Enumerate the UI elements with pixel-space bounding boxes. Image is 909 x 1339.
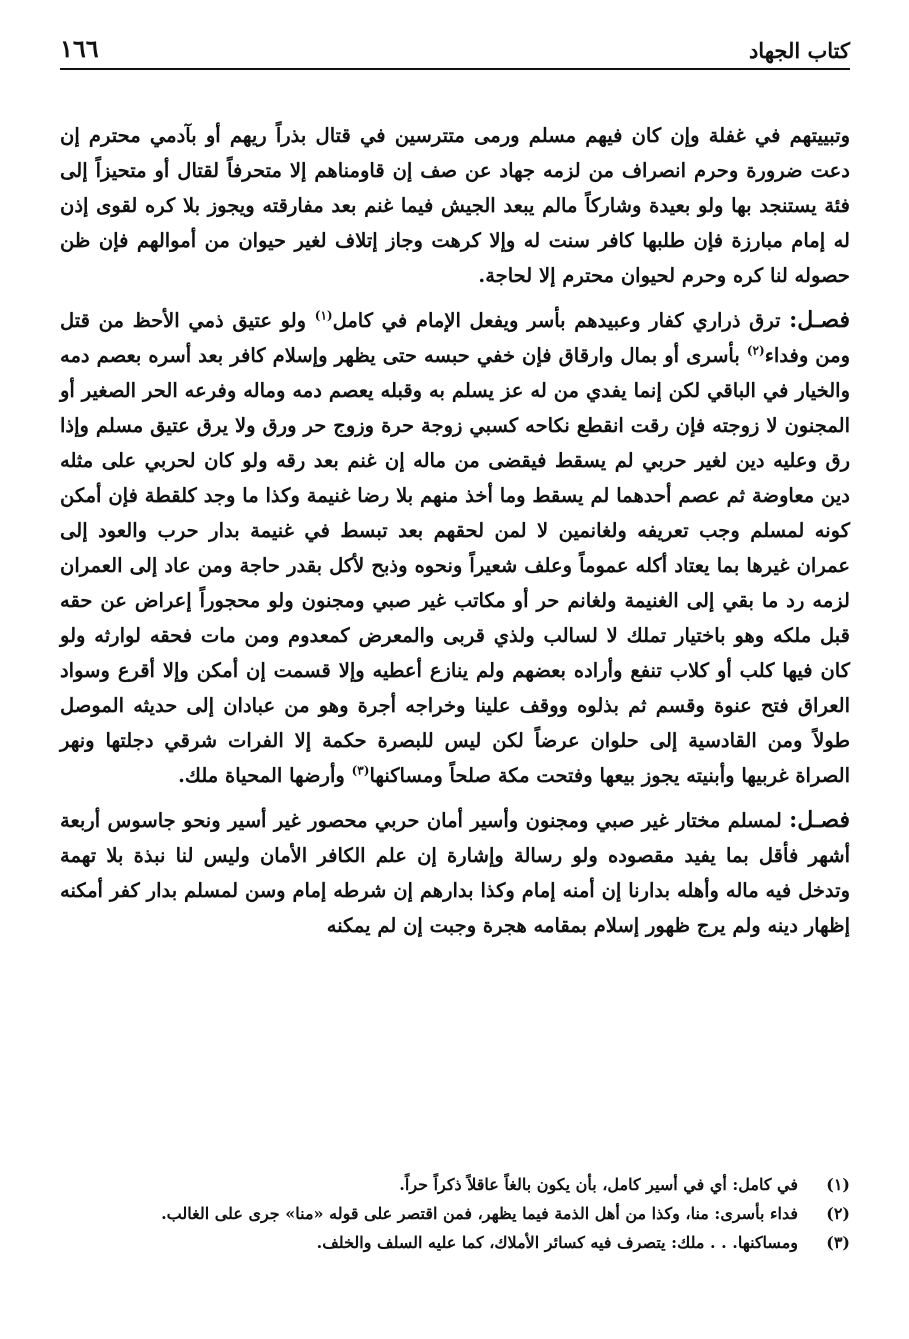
paragraph-text: وأرضها المحياة ملك. — [178, 764, 352, 787]
paragraph-1: وتبييتهم في غفلة وإن كان فيهم مسلم ورمى متترسين في قتال بذراً ريهم أو بآدمي محترم إن دعت ضرورة وحرم انصراف من لزمه جهاد عن صف إن قاومناهم إلا متحرفاً لقتال أو متحيزاً إلى فئة يستنجد بها ولو بعيدة وشاركاً مالم يبعد الجيش فيما غنم بعد مفارقته ويجوز بلا كره لقوى إذن له إمام مبارزة فإن طلبها كافر سنت له وإلا كرهت وجاز إتلاف لغير حيوان من أموالهم فإن ظن حصوله لنا كره وحرم لحيوان محترم إلا لحاجة. — [60, 124, 850, 287]
section-label: فصـل: — [789, 807, 850, 833]
paragraph-text: لمسلم مختار غير صبي ومجنون وأسير أمان حربي محصور غير أسير ونحو جاسوس أربعة أشهر فأقل بما يفيد مقصوده ولو رسالة وإشارة إن علم الكافر الأمان وليس لنا نبذة بلا تهمة وتدخل فيه ماله وأهله بدارنا إن أمنه إمام وكذا بدارهم إن شرطه إمام وسن لمسلم بدار كفر أمكنه إظهار دينه ولم يرج ظهور إسلام بمقامه هجرة وجبت إن لم يمكنه — [60, 809, 850, 937]
footnote-ref-2[interactable]: (٢) — [746, 343, 765, 358]
footnote-3 — [60, 1228, 850, 1257]
footnote-text: في كامل: أي في أسير كامل، بأن يكون بالغاً عاقلاً ذكراً حراً. — [399, 1175, 798, 1194]
footnote-ref-3[interactable]: (٣) — [351, 763, 370, 778]
footnote-text: ومساكنها. . . ملك: يتصرف فيه كسائر الأملاك، كما عليه السلف والخلف. — [316, 1233, 798, 1252]
book-page — [60, 28, 850, 1318]
footnote-1 — [60, 1170, 850, 1199]
main-text — [60, 118, 850, 943]
footnote-text: فداء بأسرى: منا، وكذا من أهل الذمة فيما يظهر، فمن اقتصر على قوله «منا» جرى على الغالب. — [161, 1204, 798, 1223]
page-number: ١٦٦ — [60, 34, 99, 63]
section-label: فصـل: — [789, 307, 850, 333]
page-header — [60, 28, 850, 70]
footnotes — [60, 1170, 850, 1257]
footnote-2 — [60, 1199, 850, 1228]
footnote-number: (١) — [826, 1175, 850, 1194]
paragraph-3 — [60, 803, 850, 943]
footnote-number: (٣) — [826, 1233, 850, 1252]
paragraph-text: ولو عتيق ذمي الأحظ من قتل ومن وفداء — [60, 309, 850, 367]
footnote-number: (٢) — [826, 1204, 850, 1223]
paragraph-text: ترق ذراري كفار وعبيدهم بأسر ويفعل الإمام في كامل — [332, 309, 790, 332]
running-title: كتاب الجهاد — [748, 38, 850, 63]
paragraph-text: بأسرى أو بمال وارقاق فإن خفي حبسه حتى يظهر وإسلام كافر بعد أسره بعصم دمه والخيار في الباقي لكن إنما يفدي من له عز يسلم به وقبله يعصم دمه وماله وفرعه الحر الصغير أو المجنون لا زوجته فإن رقت انقطع نكاحه كسبي زوجة حرة وزوج حر ورق ولا يرق عتيق مسلم وإذا رق وعليه دين لغير حربي لم يسقط فيقضى من ماله إن غنم بعد رقه ولو كان لحربي على مثله دين معاوضة ثم عصم أحدهما لم يسقط وما أخذ منهم بلا رضا غنيمة وكذا ما وجد كلقطة فإن أمكن كونه لمسلم وجب تعريفه ولغانمين لا لمن لحقهم بعد تبسط في غنيمة بدار حرب والعود إلى عمران غيرها بما يعتاد أكله عموماً وعلف شعيراً ونحوه وذبح لأكل بقدر حاجة ومن عاد إلى العمران لزمه رد ما بقي إلى الغنيمة ولغانم حر أو مكاتب غير صبي ومجنون ولو محجوراً إعراض عن حقه قبل ملكه وهو باختيار تملك لا لسالب ولذي قربى والمعرض كمعدوم ومن مات فحقه لوارثه ولو كان فيها كلب أو كلاب تنفع وأراده بعضهم ولم ينازع أعطيه وإلا قسمت إن أمكن وإلا أقرع وسواد العراق فتح عنوة وقسم ثم بذلوه ووقف علينا وخراجه أجرة وهو من عبادان إلى حديثه الموصل طولاً ومن القادسية إلى حلوان عرضاً لكن ليس للبصرة حكمة إلا الفرات شرقي دجلتها ونهر الصراة غربيها وأبنيته يجوز بيعها وفتحت مكة صلحاً ومساكنها — [60, 344, 850, 787]
paragraph-2 — [60, 303, 850, 793]
footnote-ref-1[interactable]: (١) — [314, 308, 333, 323]
